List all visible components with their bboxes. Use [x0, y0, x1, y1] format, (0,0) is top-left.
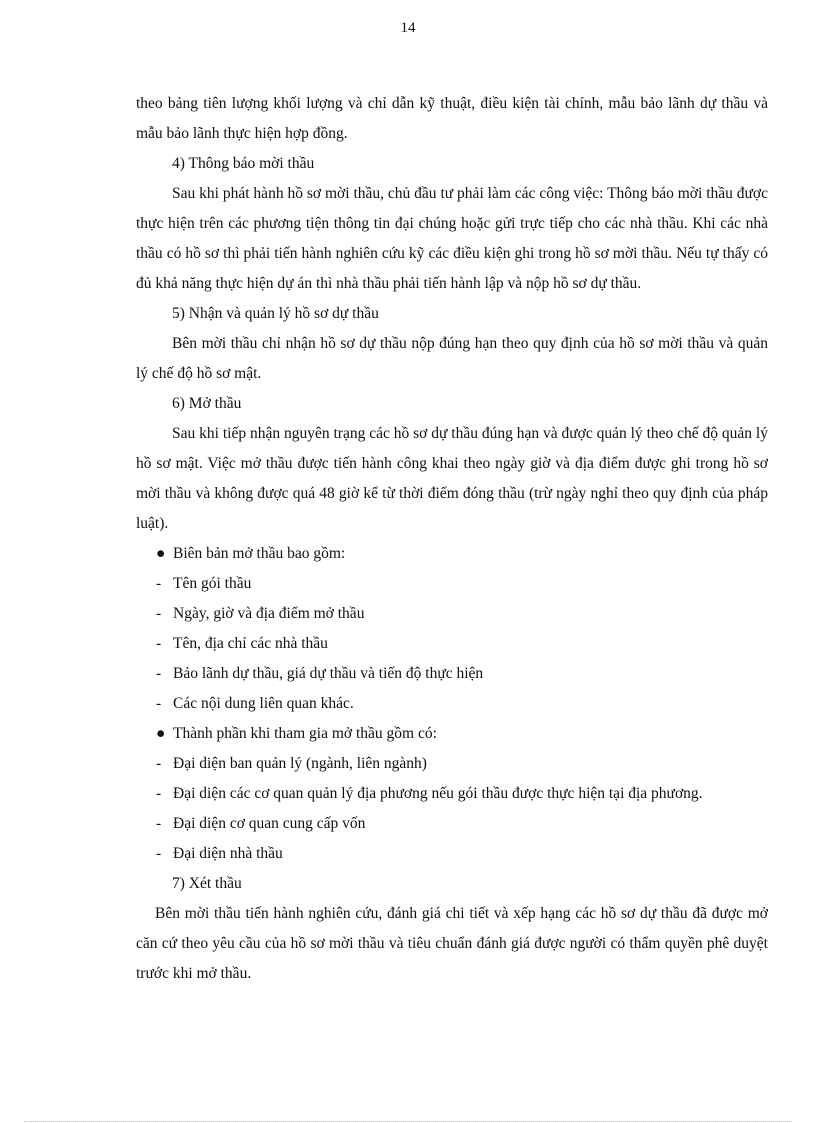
list-item-text: Bảo lãnh dự thầu, giá dự thầu và tiến độ thực hiện: [173, 665, 484, 682]
dash-icon: -: [156, 785, 162, 802]
list-item-text: Đại diện các cơ quan quản lý địa phương nếu gói thầu được thực hiện tại địa phương.: [173, 785, 703, 802]
heading-6: 6) Mở thầu: [172, 395, 242, 412]
list-item: [136, 749, 768, 779]
list-item: [136, 839, 768, 869]
heading-5: 5) Nhận và quản lý hồ sơ dự thầu: [172, 305, 379, 322]
list-item-text: Tên gói thầu: [173, 575, 252, 592]
dash-icon: -: [156, 815, 162, 832]
list-item: [136, 689, 768, 719]
paragraph-1: theo bảng tiên lượng khối lượng và chỉ dẫn kỹ thuật, điều kiện tài chính, mẫu bảo lãnh dự thầu và mẫu bảo lãnh thực hiện hợp đồng.: [136, 95, 768, 142]
bullet-item: [136, 539, 768, 569]
paragraph-3: Bên mời thầu chỉ nhận hồ sơ dự thầu nộp đúng hạn theo quy định của hồ sơ mời thầu và quản lý chế độ hồ sơ mật.: [136, 335, 768, 382]
list-item-text: Đại diện cơ quan cung cấp vốn: [173, 815, 366, 832]
list-item: [136, 569, 768, 599]
list-item: [136, 779, 768, 809]
bullet-icon: ●: [156, 545, 166, 562]
list-item: [136, 629, 768, 659]
list-item-text: Các nội dung liên quan khác.: [173, 695, 354, 712]
document-body: [136, 89, 768, 989]
heading-4: 4) Thông báo mời thầu: [172, 155, 315, 172]
dash-icon: -: [156, 755, 162, 772]
list-item: [136, 659, 768, 689]
list-item-text: Ngày, giờ và địa điểm mở thầu: [173, 605, 365, 622]
list-item-text: Đại diện nhà thầu: [173, 845, 283, 862]
dash-icon: -: [156, 575, 162, 592]
dash-icon: -: [156, 665, 162, 682]
paragraph-2: Sau khi phát hành hồ sơ mời thầu, chủ đầu tư phải làm các công việc: Thông báo mời thầu được thực hiện trên các phương tiện thông tin đại chúng hoặc gửi trực tiếp cho các nhà thầu. Khi các nhà thầu có hồ sơ thì phải tiến hành nghiên cứu kỹ các điều kiện ghi trong hồ sơ mời thầu. Nếu tự thấy có đủ khả năng thực hiện dự án thì nhà thầu phải tiến hành lập và nộp hồ sơ dự thầu.: [136, 185, 768, 292]
dash-icon: -: [156, 845, 162, 862]
heading-7: 7) Xét thầu: [172, 875, 242, 892]
bullet-text: Biên bản mở thầu bao gồm:: [173, 545, 346, 562]
paragraph-4: Sau khi tiếp nhận nguyên trạng các hồ sơ dự thầu đúng hạn và được quản lý theo chế độ quản lý hồ sơ mật. Việc mở thầu được tiến hành công khai theo ngày giờ và địa điểm được ghi trong hồ sơ mời thầu và không được quá 48 giờ kể từ thời điểm đóng thầu (trừ ngày nghỉ theo quy định của pháp luật).: [136, 425, 768, 532]
dash-icon: -: [156, 695, 162, 712]
dash-icon: -: [156, 605, 162, 622]
page-number: 14: [400, 20, 416, 36]
bullet-item: [136, 719, 768, 749]
dash-icon: -: [156, 635, 162, 652]
page-bottom-divider: [24, 1121, 792, 1122]
list-item: [136, 809, 768, 839]
bullet-icon: ●: [156, 725, 166, 742]
list-item: [136, 599, 768, 629]
paragraph-5: Bên mời thầu tiến hành nghiên cứu, đánh giá chi tiết và xếp hạng các hồ sơ dự thầu đã được mở căn cứ theo yêu cầu của hồ sơ mời thầu và tiêu chuẩn đánh giá được người có thẩm quyền phê duyệt trước khi mở thầu.: [136, 905, 768, 982]
list-item-text: Đại diện ban quản lý (ngành, liên ngành): [173, 755, 427, 772]
list-item-text: Tên, địa chỉ các nhà thầu: [173, 635, 328, 652]
bullet-text: Thành phần khi tham gia mở thầu gồm có:: [173, 725, 437, 742]
